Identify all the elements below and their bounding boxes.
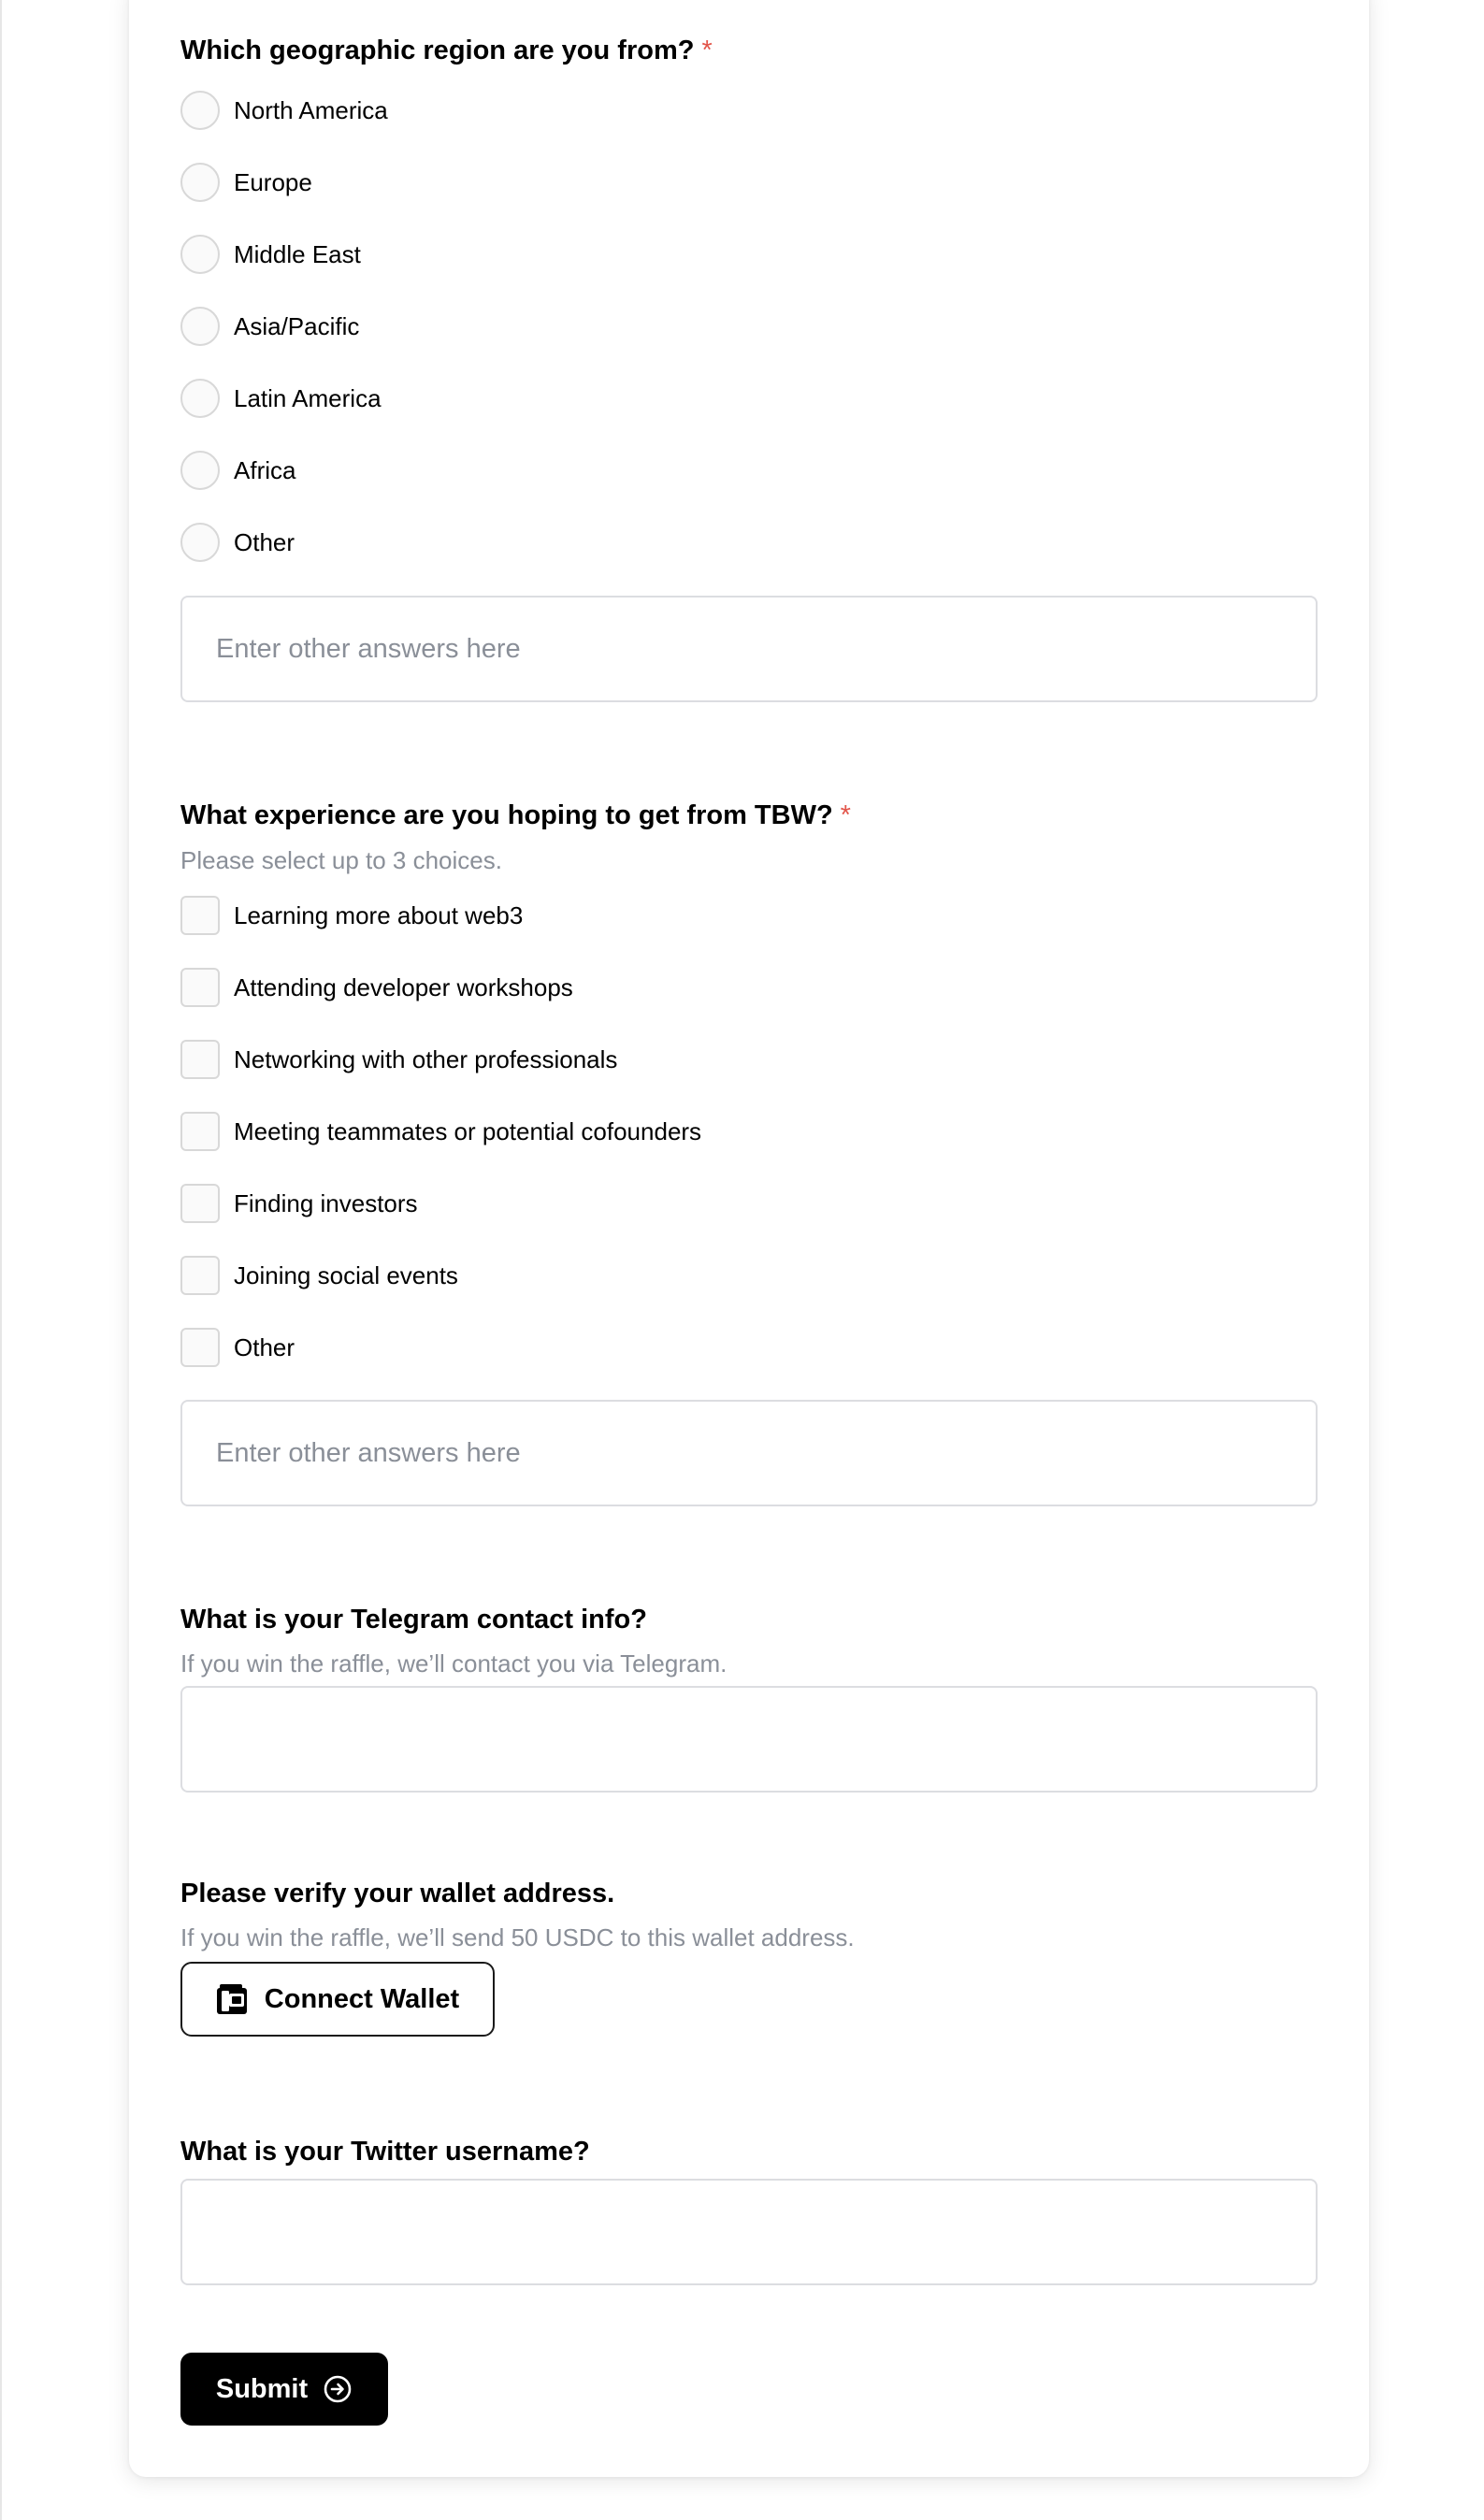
experience-hint: Please select up to 3 choices. (180, 846, 502, 874)
radio-button[interactable] (180, 379, 220, 418)
option-label: Meeting teammates or potential cofounders (234, 1116, 702, 1145)
submit-button[interactable] (180, 2353, 388, 2426)
experience-question-text: What experience are you hoping to get from TBW? (180, 800, 833, 830)
wallet-icon (216, 1983, 250, 2015)
option-label: Other (234, 527, 295, 556)
option-label: Middle East (234, 239, 361, 268)
experience-option-workshops[interactable] (180, 967, 573, 1008)
region-other-input[interactable] (180, 596, 1318, 702)
twitter-input[interactable] (180, 2179, 1318, 2285)
region-option-middle-east[interactable] (180, 234, 361, 275)
checkbox[interactable] (180, 1184, 220, 1223)
checkbox[interactable] (180, 1328, 220, 1367)
telegram-question: What is your Telegram contact info? (180, 1605, 647, 1634)
required-asterisk: * (840, 800, 851, 830)
radio-button[interactable] (180, 91, 220, 130)
form-card (129, 0, 1369, 2477)
region-option-africa[interactable] (180, 450, 295, 491)
region-option-north-america[interactable] (180, 90, 388, 131)
radio-button[interactable] (180, 523, 220, 562)
region-question (180, 35, 713, 67)
experience-question (180, 799, 851, 832)
radio-button[interactable] (180, 235, 220, 274)
experience-option-social-events[interactable] (180, 1255, 458, 1296)
experience-other-input[interactable] (180, 1400, 1318, 1506)
option-label: Joining social events (234, 1260, 458, 1289)
option-label: Attending developer workshops (234, 972, 573, 1001)
required-asterisk: * (701, 36, 713, 65)
checkbox[interactable] (180, 1112, 220, 1151)
option-label: Learning more about web3 (234, 900, 524, 929)
option-label: Other (234, 1332, 295, 1361)
checkbox[interactable] (180, 968, 220, 1007)
option-label: Latin America (234, 383, 382, 412)
region-option-asia-pacific[interactable] (180, 306, 359, 347)
region-option-other[interactable] (180, 522, 295, 563)
wallet-question: Please verify your wallet address. (180, 1879, 615, 1908)
experience-option-networking[interactable] (180, 1039, 617, 1080)
experience-option-web3[interactable] (180, 895, 523, 936)
connect-wallet-label: Connect Wallet (264, 1983, 460, 2014)
twitter-question: What is your Twitter username? (180, 2137, 590, 2167)
option-label: Asia/Pacific (234, 311, 360, 340)
radio-button[interactable] (180, 307, 220, 346)
option-label: Europe (234, 167, 312, 196)
checkbox[interactable] (180, 896, 220, 935)
option-label: Networking with other professionals (234, 1044, 618, 1073)
experience-option-other[interactable] (180, 1327, 295, 1368)
radio-button[interactable] (180, 451, 220, 490)
option-label: Africa (234, 455, 296, 484)
checkbox[interactable] (180, 1040, 220, 1079)
submit-label: Submit (215, 2373, 309, 2404)
radio-button[interactable] (180, 163, 220, 202)
telegram-hint: If you win the raffle, we’ll contact you via Telegram. (180, 1649, 728, 1678)
wallet-hint: If you win the raffle, we’ll send 50 USDC to this wallet address. (180, 1923, 855, 1951)
region-question-text: Which geographic region are you from? (180, 36, 695, 65)
region-option-europe[interactable] (180, 162, 312, 203)
option-label: North America (234, 95, 388, 124)
option-label: Finding investors (234, 1188, 418, 1217)
arrow-right-circle-icon (323, 2374, 353, 2404)
telegram-input[interactable] (180, 1686, 1318, 1793)
experience-option-investors[interactable] (180, 1183, 418, 1224)
checkbox[interactable] (180, 1256, 220, 1295)
page-left-border (0, 0, 2, 2520)
experience-option-teammates[interactable] (180, 1111, 701, 1152)
region-option-latin-america[interactable] (180, 378, 382, 419)
connect-wallet-button[interactable] (180, 1962, 495, 2037)
